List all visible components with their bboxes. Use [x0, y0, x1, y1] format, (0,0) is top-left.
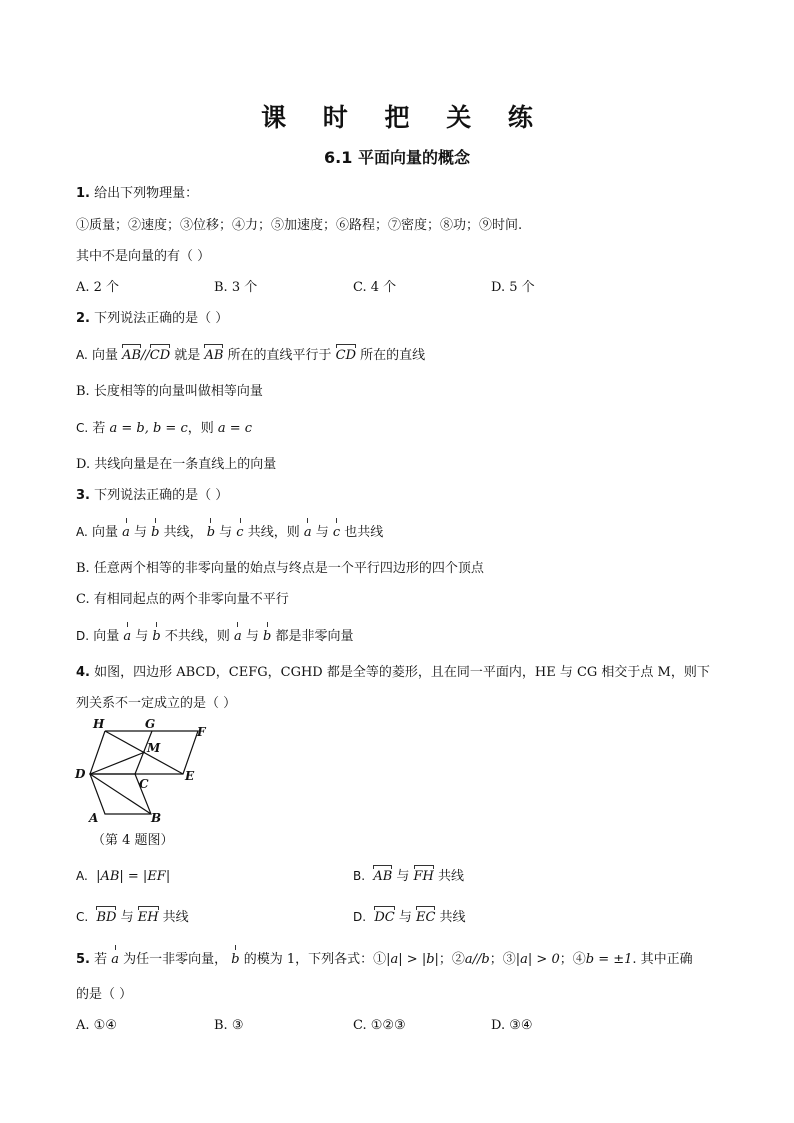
q1-stem: 1. 给出下列物理量：: [76, 186, 199, 201]
label-g: G: [145, 717, 156, 731]
q1-option-b: B. 3 个: [214, 280, 258, 295]
q2-option-c: C. 若 a = b, b = c，则 a = c: [76, 421, 253, 436]
q4-stem-line1: 4. 如图，四边形 ABCD，CEFG，CGHD 都是全等的菱形，且在同一平面内，HE 与 CG 相交于点 M，则下: [76, 665, 710, 680]
rhombus-cghd-edge: [90, 731, 135, 774]
q1-ask: 其中不是向量的有（ ）: [76, 249, 211, 264]
q5-option-a: A. ①④: [76, 1018, 117, 1033]
section-title: 6.1 平面向量的概念: [324, 148, 470, 167]
label-b: B: [151, 811, 162, 825]
figure-caption: （第 4 题图）: [92, 833, 174, 848]
q5-stem-line1: 5. 若 a 为任一非零向量， b 的模为 1，下列各式：①|a| > |b|；②a//b；③|a| > 0；④b = ±1. 其中正确: [76, 952, 693, 967]
q3-option-d: D. 向量 a 与 b 不共线，则 a 与 b 都是非零向量: [76, 629, 354, 644]
label-m: M: [147, 741, 161, 755]
q5-stem-line2: 的是（ ）: [76, 987, 133, 1002]
rhombus-figure: [74, 716, 224, 828]
q2-stem: 2. 下列说法正确的是（ ）: [76, 311, 229, 326]
q3-option-a: A. 向量 a 与 b 共线， b 与 c 共线，则 a 与 c 也共线: [76, 525, 384, 540]
q1-option-c: C. 4 个: [353, 280, 397, 295]
label-f: F: [197, 725, 206, 739]
q1-option-d: D. 5 个: [491, 280, 535, 295]
q3-stem: 3. 下列说法正确的是（ ）: [76, 488, 229, 503]
q5-option-c: C. ①②③: [353, 1018, 406, 1033]
q5-option-d: D. ③④: [491, 1018, 533, 1033]
label-c: C: [139, 777, 149, 791]
q4-option-a: A. |AB| = |EF|: [76, 869, 171, 884]
label-h: H: [93, 717, 105, 731]
q2-option-a: A. 向量 AB//CD 就是 AB 所在的直线平行于 CD 所在的直线: [76, 348, 426, 363]
label-e: E: [185, 769, 195, 783]
label-a: A: [89, 811, 99, 825]
q3-option-b: B. 任意两个相等的非零向量的始点与终点是一个平行四边形的四个顶点: [76, 561, 484, 576]
q2-option-d: D. 共线向量是在一条直线上的向量: [76, 457, 277, 472]
label-d: D: [75, 767, 86, 781]
q2-option-b: B. 长度相等的向量叫做相等向量: [76, 384, 263, 399]
q1-option-a: A. 2 个: [76, 280, 120, 295]
q4-option-b: B. AB 与 FH 共线: [353, 869, 465, 884]
q3-option-c: C. 有相同起点的两个非零向量不平行: [76, 592, 289, 607]
q5-option-b: B. ③: [214, 1018, 244, 1033]
page-title: 课 时 把 关 练: [261, 103, 547, 132]
q4-option-d: D. DC 与 EC 共线: [353, 910, 466, 925]
q1-list: ①质量；②速度；③位移；④力；⑤加速度；⑥路程；⑦密度；⑧功；⑨时间.: [76, 218, 523, 233]
q4-option-c: C. BD 与 EH 共线: [76, 910, 189, 925]
q4-stem-line2: 列关系不一定成立的是（ ）: [76, 696, 237, 711]
